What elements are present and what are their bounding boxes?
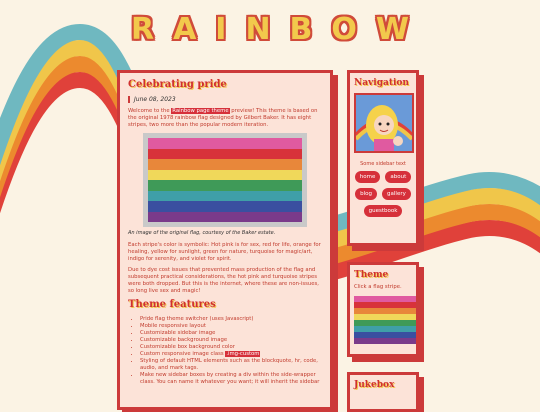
flag-stripe-switcher <box>354 296 418 344</box>
list-item: • Customizable sidebar image <box>140 330 322 337</box>
intro-after: preview! This theme is based on the original 1978 rainbow flag designed by Gilbert Baker. It has eight stripes, two more than the popular modern iteration. <box>128 108 318 128</box>
post-paragraph-3: Due to dye cost issues that prevented mass production of the flag and subsequent practical considerations, the hot pink and turquoise stripes were both dropped. But this is the internet, where these are non-issues, so long live sex and magic! <box>128 267 319 294</box>
nav-link-guestbook[interactable]: guestbook <box>364 205 403 217</box>
post-intro <box>128 108 322 129</box>
theme-link[interactable]: Rainbow page theme <box>172 108 229 114</box>
post-title: Celebrating pride <box>128 79 227 90</box>
list-item <box>140 351 322 358</box>
list-item: • Mobile responsive layout <box>140 323 322 330</box>
flag-stripe <box>148 138 302 149</box>
post-date: June 08, 2023 <box>128 96 322 103</box>
list-item: • Customizable box background color <box>140 344 322 351</box>
theme-title: Theme <box>354 270 389 280</box>
navigation-title: Navigation <box>354 78 409 88</box>
nav-link-home[interactable]: home <box>355 171 381 183</box>
flag-stripe <box>148 191 302 202</box>
theme-stripe-button[interactable] <box>354 338 418 344</box>
flag-stripes <box>148 138 302 222</box>
jukebox-title: Jukebox <box>354 380 395 390</box>
sidebar-image <box>354 93 414 153</box>
nav-link-about[interactable]: about <box>385 171 411 183</box>
flag-stripe <box>148 149 302 160</box>
features-list <box>128 316 322 386</box>
nav-link-blog[interactable]: blog <box>355 188 377 200</box>
sidebar-text: Some sidebar text <box>360 161 406 167</box>
post-paragraph-2: Each stripe's color is symbolic: Hot pink is for sex, red for life, orange for healing, yellow for sunlight, green for nature, turquoise for magic/art, indigo for serenity, and violet for spirit. <box>128 242 321 262</box>
flag-stripe <box>148 170 302 181</box>
list-item: • Styling of default HTML elements such as the blockquote, hr, code, audio, and mark tags. <box>140 358 322 372</box>
features-title: Theme features <box>128 299 216 310</box>
rainbow-character-icon <box>356 95 412 151</box>
flag-stripe <box>148 159 302 170</box>
theme-instruction: Click a flag stripe. <box>354 284 402 290</box>
jukebox-box <box>347 372 419 412</box>
list-item: • Customizable background image <box>140 337 322 344</box>
theme-box <box>347 262 419 357</box>
flag-stripe <box>148 201 302 212</box>
list-item: • Make new sidebar boxes by creating a div within the side-wrapper class. You can name it whatever you want; it will inherit the sidebar <box>140 372 322 386</box>
intro-before: Welcome to the <box>128 108 172 114</box>
post-box <box>117 70 333 410</box>
image-caption: An image of the original flag, courtesy of the Baker estate. <box>128 230 276 236</box>
list-item-text: Custom responsive image class <box>140 351 224 357</box>
navigation-box <box>347 70 419 246</box>
code-tag: .img-custom <box>226 351 260 357</box>
nav-link-gallery[interactable]: gallery <box>382 188 411 200</box>
flag-image <box>143 133 307 227</box>
flag-stripe <box>148 180 302 191</box>
site-title: RAINBOW <box>130 12 429 47</box>
list-item: • Pride flag theme switcher (uses Javascript) <box>140 316 322 323</box>
flag-stripe <box>148 212 302 223</box>
